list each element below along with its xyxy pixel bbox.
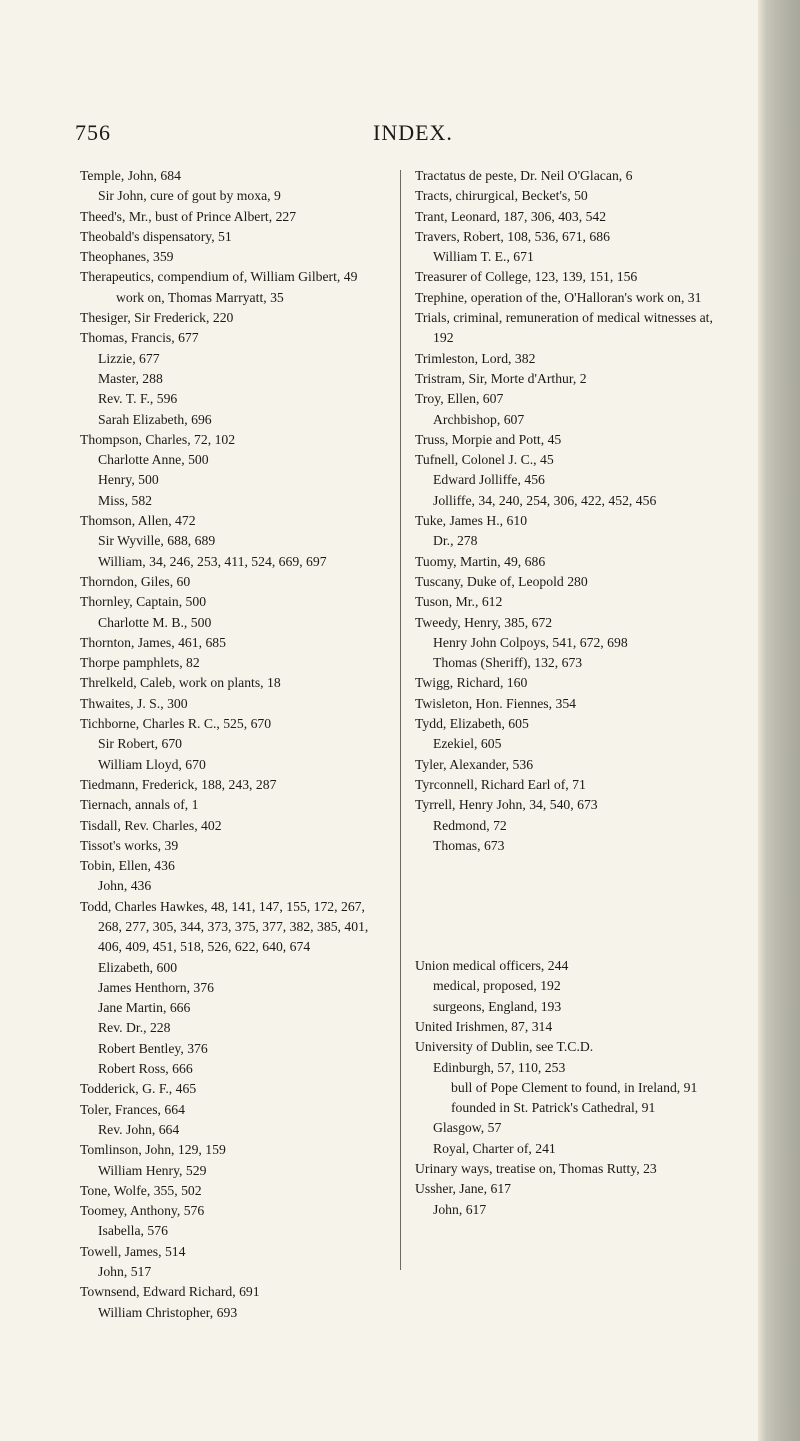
- page-number: 756: [75, 120, 111, 145]
- index-column-right: [415, 166, 730, 1220]
- index-entry: Tiedmann, Frederick, 188, 243, 287: [80, 776, 277, 792]
- index-entry: Charlotte Anne, 500: [98, 452, 209, 468]
- index-entry: Edward Jolliffe, 456: [433, 472, 545, 488]
- running-head: [0, 120, 800, 150]
- index-entry: University of Dublin, see T.C.D.: [415, 1039, 594, 1055]
- index-entry: Travers, Robert, 108, 536, 671, 686: [415, 228, 610, 244]
- index-entry: Jolliffe, 34, 240, 254, 306, 422, 452, 456: [433, 492, 657, 508]
- index-entry: Temple, John, 684: [80, 168, 181, 183]
- index-entry: William, 34, 246, 253, 411, 524, 669, 697: [98, 553, 327, 569]
- index-entry: Tyrconnell, Richard Earl of, 71: [415, 776, 586, 792]
- index-entry: Thomas (Sheriff), 132, 673: [433, 655, 583, 671]
- index-entry: Robert Ross, 666: [98, 1061, 193, 1077]
- index-entry: Rev. Dr., 228: [98, 1020, 171, 1036]
- index-entry: Thorpe pamphlets, 82: [80, 655, 200, 671]
- index-entry: Tomlinson, John, 129, 159: [80, 1142, 226, 1158]
- index-entry: Townsend, Edward Richard, 691: [80, 1284, 260, 1300]
- index-entry: Trant, Leonard, 187, 306, 403, 542: [415, 208, 607, 224]
- index-entry: John, 617: [433, 1201, 487, 1217]
- section-gap: [415, 856, 730, 956]
- index-entry: founded in St. Patrick's Cathedral, 91: [451, 1100, 656, 1116]
- index-entry: Todd, Charles Hawkes, 48, 141, 147, 155, 172, 267, 268, 277, 305, 344, 373, 375, 377, 382, 385, 401, 406, 409, 451, 518, 526, 622, 640, 674: [80, 898, 369, 955]
- index-entry: Ussher, Jane, 617: [415, 1181, 512, 1197]
- index-entry: Twigg, Richard, 160: [415, 675, 528, 691]
- index-entry: William Lloyd, 670: [98, 756, 206, 772]
- index-entry: Theobald's dispensatory, 51: [80, 228, 232, 244]
- index-entry: Rev. John, 664: [98, 1121, 180, 1137]
- index-entry: John, 517: [98, 1264, 152, 1280]
- index-entry: Thesiger, Sir Frederick, 220: [80, 310, 234, 326]
- index-entry: Tristram, Sir, Morte d'Arthur, 2: [415, 370, 587, 386]
- index-entry: Tyler, Alexander, 536: [415, 756, 534, 772]
- index-entry: Sir Wyville, 688, 689: [98, 533, 216, 549]
- index-entry: Tiernach, annals of, 1: [80, 797, 199, 813]
- index-entry: Tractatus de peste, Dr. Neil O'Glacan, 6: [415, 168, 633, 183]
- index-entry: Archbishop, 607: [433, 411, 525, 427]
- index-entry: Thomson, Allen, 472: [80, 513, 196, 529]
- index-entry: Tone, Wolfe, 355, 502: [80, 1182, 202, 1198]
- index-entry: Redmond, 72: [433, 817, 507, 833]
- index-entry: Theophanes, 359: [80, 249, 174, 265]
- index-entry: Isabella, 576: [98, 1223, 168, 1239]
- index-entry: Treasurer of College, 123, 139, 151, 156: [415, 269, 638, 285]
- index-entry: Tuson, Mr., 612: [415, 594, 503, 610]
- index-entry: Tufnell, Colonel J. C., 45: [415, 452, 554, 468]
- index-entry: Union medical officers, 244: [415, 958, 569, 974]
- index-entry: Tuke, James H., 610: [415, 513, 528, 529]
- index-entry: Dr., 278: [433, 533, 478, 549]
- index-entry: Tissot's works, 39: [80, 837, 179, 853]
- index-entry: Sir John, cure of gout by moxa, 9: [98, 188, 281, 204]
- index-entry: Todderick, G. F., 465: [80, 1081, 197, 1097]
- column-divider: [400, 170, 401, 1270]
- index-entry: Glasgow, 57: [433, 1120, 502, 1136]
- running-title: INDEX.: [373, 120, 453, 145]
- index-entry: Tydd, Elizabeth, 605: [415, 716, 529, 732]
- index-entry: Miss, 582: [98, 492, 153, 508]
- index-entry: Henry, 500: [98, 472, 159, 488]
- index-entry: Lizzie, 677: [98, 350, 160, 366]
- index-entry: Tisdall, Rev. Charles, 402: [80, 817, 222, 833]
- index-entry: Truss, Morpie and Pott, 45: [415, 431, 562, 447]
- index-entry: William T. E., 671: [433, 249, 534, 265]
- index-entry: Thorndon, Giles, 60: [80, 573, 191, 589]
- index-entry: United Irishmen, 87, 314: [415, 1018, 553, 1034]
- index-entry: Twisleton, Hon. Fiennes, 354: [415, 695, 577, 711]
- index-entry: Jane Martin, 666: [98, 1000, 191, 1016]
- index-entry: Trials, criminal, remuneration of medical witnesses at, 192: [415, 310, 713, 346]
- index-entry: Thornton, James, 461, 685: [80, 634, 226, 650]
- index-entry: Trimleston, Lord, 382: [415, 350, 536, 366]
- index-entry: Trephine, operation of the, O'Halloran's work on, 31: [415, 289, 702, 305]
- index-entry: bull of Pope Clement to found, in Ireland, 91: [451, 1079, 698, 1095]
- index-entry: Sarah Elizabeth, 696: [98, 411, 212, 427]
- index-entry: Urinary ways, treatise on, Thomas Rutty, 23: [415, 1161, 657, 1177]
- index-entry: Elizabeth, 600: [98, 959, 178, 975]
- index-entry: Tobin, Ellen, 436: [80, 858, 175, 874]
- index-entry: Ezekiel, 605: [433, 736, 502, 752]
- index-entry: work on, Thomas Marryatt, 35: [116, 289, 284, 305]
- index-entry: medical, proposed, 192: [433, 978, 561, 994]
- index-entry: Thwaites, J. S., 300: [80, 695, 188, 711]
- index-entry: Tweedy, Henry, 385, 672: [415, 614, 553, 630]
- index-entry: Sir Robert, 670: [98, 736, 183, 752]
- page-edge: [758, 0, 800, 1441]
- index-entry: Troy, Ellen, 607: [415, 391, 504, 407]
- index-entry: Thomas, 673: [433, 837, 505, 853]
- index-entry: Toomey, Anthony, 576: [80, 1203, 205, 1219]
- index-entry: surgeons, England, 193: [433, 998, 562, 1014]
- index-entry: Tuomy, Martin, 49, 686: [415, 553, 546, 569]
- index-column-left: [80, 166, 390, 1323]
- index-entry: Thompson, Charles, 72, 102: [80, 431, 236, 447]
- index-entry: Tichborne, Charles R. C., 525, 670: [80, 716, 272, 732]
- index-entry: James Henthorn, 376: [98, 979, 214, 995]
- index-entry: John, 436: [98, 878, 152, 894]
- index-entry: Edinburgh, 57, 110, 253: [433, 1059, 566, 1075]
- index-entry: Therapeutics, compendium of, William Gilbert, 49: [80, 269, 358, 285]
- index-entry: Towell, James, 514: [80, 1243, 186, 1259]
- index-entry: William Christopher, 693: [98, 1304, 238, 1320]
- index-entry: Tyrrell, Henry John, 34, 540, 673: [415, 797, 598, 813]
- index-entry: William Henry, 529: [98, 1162, 207, 1178]
- index-entry: Royal, Charter of, 241: [433, 1140, 556, 1156]
- index-entry: Toler, Frances, 664: [80, 1101, 185, 1117]
- index-entry: Thomas, Francis, 677: [80, 330, 199, 346]
- index-entry: Thornley, Captain, 500: [80, 594, 207, 610]
- index-entry: Rev. T. F., 596: [98, 391, 178, 407]
- index-entry: Threlkeld, Caleb, work on plants, 18: [80, 675, 281, 691]
- index-entry: Tracts, chirurgical, Becket's, 50: [415, 188, 588, 204]
- index-entry: Robert Bentley, 376: [98, 1040, 208, 1056]
- index-entry: Master, 288: [98, 370, 163, 386]
- index-entry: Tuscany, Duke of, Leopold 280: [415, 573, 588, 589]
- index-entry: Charlotte M. B., 500: [98, 614, 212, 630]
- index-entry: Theed's, Mr., bust of Prince Albert, 227: [80, 208, 297, 224]
- index-entry: Henry John Colpoys, 541, 672, 698: [433, 634, 628, 650]
